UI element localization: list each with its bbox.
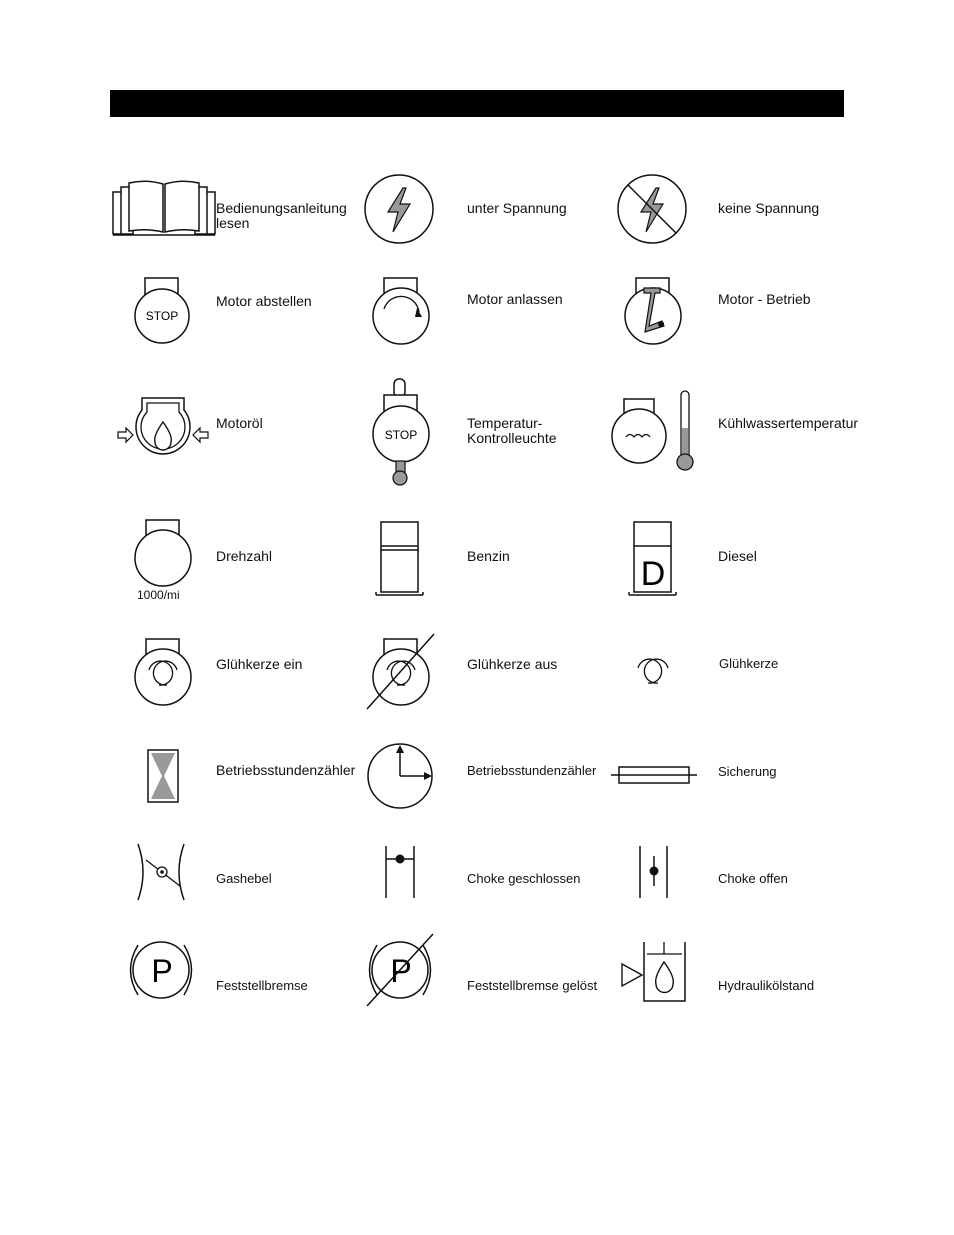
choke-closed-label: Choke geschlossen (467, 871, 581, 886)
temperature-light-label: Temperatur- Kontrolleuchte (467, 415, 557, 446)
no-power-label: keine Spannung (718, 200, 820, 216)
motor-run-label: Motor - Betrieb (718, 291, 811, 307)
parking-brake-icon-text: P (151, 953, 173, 989)
rpm-sub-label: 1000/mi (137, 588, 180, 602)
motor-stop-icon (132, 276, 192, 346)
glow-on-label: Glühkerze ein (216, 656, 303, 672)
header-bar (110, 90, 844, 117)
motor-run-icon (622, 276, 684, 346)
glow-plug-on-icon (132, 637, 194, 707)
glow-plug-off-icon (364, 632, 436, 712)
parking-brake-icon (126, 937, 196, 1003)
motor-start-icon (370, 276, 432, 346)
lightning-icon (362, 172, 436, 246)
throttle-label: Gashebel (216, 871, 272, 886)
hourglass-icon (146, 748, 180, 804)
hours-sand-label: Betriebsstundenzähler (216, 762, 356, 778)
live-label: unter Spannung (467, 200, 567, 216)
parking-brake-released-icon-text: P (390, 953, 412, 989)
glow-off-label: Glühkerze aus (467, 656, 558, 672)
temperature-light-icon (370, 378, 432, 486)
hydraulic-level-label: Hydraulikölstand (718, 978, 815, 993)
throttle-icon (132, 842, 190, 902)
hours-clock-label: Betriebsstundenzähler (467, 763, 597, 778)
diesel-label: Diesel (718, 548, 757, 564)
no-power-icon (615, 172, 689, 246)
glow-label: Glühkerze (719, 656, 779, 671)
park-brake-released-label: Feststellbremse gelöst (467, 978, 598, 993)
motor-start-label: Motor anlassen (467, 291, 563, 307)
rpm-label: Drehzahl (216, 548, 273, 564)
park-brake-label: Feststellbremse (216, 978, 308, 993)
choke-open-icon (636, 844, 672, 900)
fuse-icon (610, 764, 698, 786)
temperature-light-icon-text: STOP (384, 428, 418, 442)
motor-stop-icon-text: STOP (145, 309, 179, 323)
coolant-label: Kühlwassertemperatur (718, 415, 859, 431)
diesel-pump-icon (627, 520, 679, 598)
motor-oil-label: Motoröl (216, 415, 263, 431)
oil-drop-icon (116, 394, 210, 468)
book-icon (112, 180, 216, 238)
glow-plug-icon (636, 658, 670, 688)
motor-stop-label: Motor abstellen (216, 293, 312, 309)
choke-open-label: Choke offen (718, 871, 788, 886)
choke-closed-icon (382, 844, 418, 900)
parking-brake-released-icon (363, 932, 437, 1008)
clock-icon (365, 741, 437, 811)
hydraulic-level-icon (618, 938, 690, 1004)
petrol-pump-icon (374, 520, 426, 598)
fuse-label: Sicherung (718, 764, 777, 779)
manual-label: Bedienungsanleitung lesen (216, 200, 347, 231)
diesel-icon-text: D (640, 555, 666, 593)
rpm-icon (132, 518, 194, 588)
petrol-label: Benzin (467, 548, 510, 564)
coolant-thermometer-icon (610, 390, 698, 472)
